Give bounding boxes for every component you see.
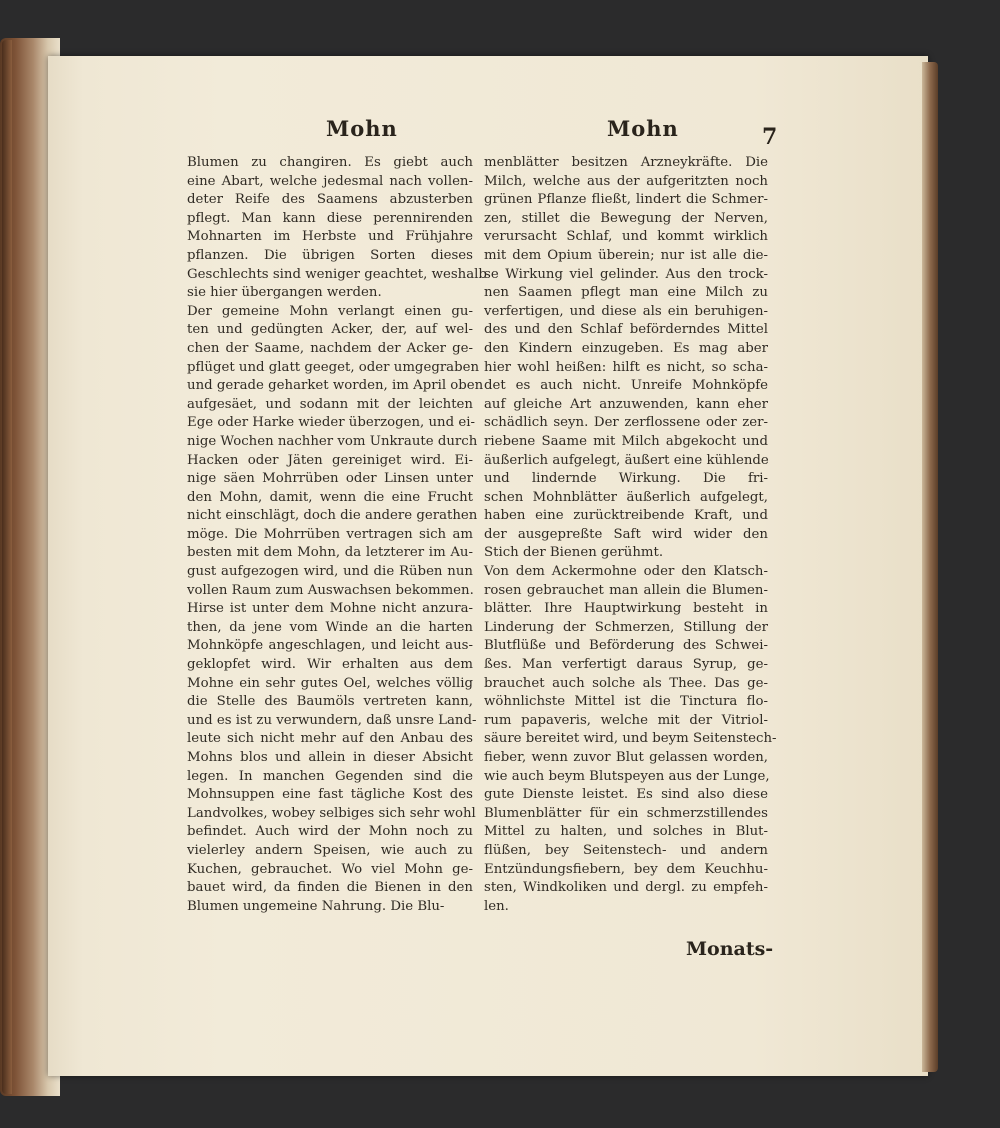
- text-line: Mittel zu halten, und solches in Blut-: [484, 824, 768, 840]
- text-line: brauchet auch solche als Thee. Das ge-: [484, 675, 768, 691]
- text-line: möge. Die Mohrrüben vertragen sich am: [187, 526, 473, 542]
- text-line: und lindernde Wirkung. Die fri-: [484, 471, 768, 487]
- text-line: Entzündungsfiebern, bey dem Keuchhu-: [484, 861, 768, 877]
- text-line: den Kindern einzugeben. Es mag aber: [484, 340, 768, 356]
- text-line: Blumenblätter für ein schmerzstillendes: [484, 805, 768, 821]
- running-head-left: Mohn: [326, 116, 398, 141]
- text-line: flüßen, bey Seitenstech- und andern: [484, 842, 768, 858]
- text-line: Mohne ein sehr gutes Oel, welches völlig: [187, 675, 473, 691]
- text-line: Hirse ist unter dem Mohne nicht anzura-: [187, 601, 473, 617]
- text-line: Blutflüße und Beförderung des Schwei-: [484, 638, 768, 654]
- text-line: hier wohl heißen: hilft es nicht, so scha-: [484, 359, 768, 375]
- text-line: leute sich nicht mehr auf den Anbau des: [187, 731, 473, 747]
- text-line: ßes. Man verfertigt daraus Syrup, ge-: [484, 657, 768, 673]
- text-line: wöhnlichste Mittel ist die Tinctura flo-: [484, 694, 768, 710]
- text-line: det es auch nicht. Unreife Mohnköpfe: [484, 378, 768, 394]
- catchword: Monats-: [686, 938, 774, 960]
- text-line: Hacken oder Jäten gereiniget wird. Ei-: [187, 452, 473, 468]
- text-line: äußerlich aufgelegt, äußert eine kühlende: [484, 452, 769, 468]
- text-line: schädlich seyn. Der zerflossene oder zer-: [484, 415, 768, 431]
- text-line: blätter. Ihre Hauptwirkung besteht in: [484, 601, 768, 617]
- text-line: den Mohn, damit, wenn die eine Frucht: [187, 489, 473, 505]
- text-line: befindet. Auch wird der Mohn noch zu: [187, 824, 473, 840]
- text-line: der ausgepreßte Saft wird wider den: [484, 526, 768, 542]
- text-line: zen, stillet die Bewegung der Nerven,: [484, 210, 768, 226]
- text-line: schen Mohnblätter äußerlich aufgelegt,: [484, 489, 768, 505]
- text-line: aufgesäet, und sodann mit der leichten: [187, 396, 473, 412]
- text-line: deter Reife des Saamens abzusterben: [187, 192, 473, 208]
- text-line: Von dem Ackermohne oder den Klatsch-: [484, 564, 768, 580]
- running-head-right: Mohn: [607, 116, 679, 141]
- text-line: rosen gebrauchet man allein die Blumen-: [484, 582, 768, 598]
- left-text-column: [187, 154, 487, 916]
- text-line: chen der Saame, nachdem der Acker ge-: [187, 340, 473, 356]
- text-line: pflüget und glatt geeget, oder umgegraben: [187, 359, 480, 375]
- text-line: rum papaveris, welche mit der Vitriol-: [484, 712, 768, 728]
- page-block-edge: [922, 62, 938, 1072]
- text-line: Landvolkes, wobey selbiges sich sehr wohl: [187, 805, 476, 821]
- binding-edge: [2, 40, 12, 1094]
- text-line: mit dem Opium überein; nur ist alle die-: [484, 247, 768, 263]
- text-line: verfertigen, und diese als ein beruhigen-: [484, 303, 768, 319]
- text-line: und gerade geharket worden, im April oben: [187, 378, 484, 394]
- text-line: legen. In manchen Gegenden sind die: [187, 768, 473, 784]
- text-line: nen Saamen pflegt man eine Milch zu: [484, 285, 768, 301]
- text-line: nicht einschlägt, doch die andere gerathen: [187, 508, 478, 524]
- text-line: säure bereitet wird, und beym Seitenstech-: [484, 731, 777, 747]
- text-line: se Wirkung viel gelinder. Aus den trock-: [484, 266, 768, 282]
- text-line: fieber, wenn zuvor Blut gelassen worden,: [484, 750, 768, 765]
- text-line: und es ist zu verwundern, daß unsre Land-: [187, 712, 477, 728]
- text-line: then, da jene vom Winde an die harten: [187, 619, 473, 635]
- text-line: Blumen zu changiren. Es giebt auch: [187, 155, 473, 170]
- text-line: Stich der Bienen gerühmt.: [484, 545, 664, 561]
- text-line: ten und gedüngten Acker, der, auf wel-: [187, 322, 473, 338]
- text-line: Linderung der Schmerzen, Stillung der: [484, 619, 768, 635]
- text-line: nige säen Mohrrüben oder Linsen unter: [187, 471, 473, 487]
- page-number: 7: [762, 124, 779, 150]
- text-line: pflegt. Man kann diese perennirenden: [187, 210, 473, 226]
- text-line: Mohnköpfe angeschlagen, und leicht aus-: [187, 638, 473, 654]
- text-line: menblätter besitzen Arzneykräfte. Die: [484, 155, 768, 170]
- text-line: Mohns blos und allein in dieser Absicht: [187, 750, 473, 765]
- text-line: sten, Windkoliken und dergl. zu empfeh-: [484, 880, 768, 896]
- text-line: vollen Raum zum Auswachsen bekommen.: [187, 582, 474, 598]
- text-line: sie hier übergangen werden.: [187, 285, 382, 301]
- text-line: die Stelle des Baumöls vertreten kann,: [187, 694, 473, 710]
- text-line: vielerley andern Speisen, wie auch zu: [187, 842, 473, 858]
- right-text-column: [484, 154, 777, 916]
- text-line: gust aufgezogen wird, und die Rüben nun: [187, 564, 473, 580]
- text-line: Ege oder Harke wieder überzogen, und ei-: [187, 415, 475, 431]
- text-line: bauet wird, da finden die Bienen in den: [187, 880, 473, 896]
- text-line: Kuchen, gebrauchet. Wo viel Mohn ge-: [187, 861, 473, 877]
- text-line: eine Abart, welche jedesmal nach vollen-: [187, 173, 473, 189]
- text-line: geklopfet wird. Wir erhalten aus dem: [187, 657, 473, 673]
- text-line: wie auch beym Blutspeyen aus der Lunge,: [484, 768, 770, 784]
- text-line: des und den Schlaf beförderndes Mittel: [484, 322, 768, 338]
- text-line: pflanzen. Die übrigen Sorten dieses: [187, 247, 473, 263]
- text-line: Geschlechts sind weniger geachtet, weshalb: [187, 266, 487, 282]
- text-line: haben eine zurücktreibende Kraft, und: [484, 508, 768, 524]
- text-line: Mohnarten im Herbste und Frühjahre: [187, 229, 473, 245]
- text-line: Der gemeine Mohn verlangt einen gu-: [187, 303, 473, 319]
- text-line: nige Wochen nachher vom Unkraute durch: [187, 433, 478, 449]
- text-line: Milch, welche aus der aufgeritzten noch: [484, 173, 768, 189]
- text-line: grünen Pflanze fließt, lindert die Schmer-: [484, 192, 768, 208]
- text-line: besten mit dem Mohn, da letzterer im Au-: [187, 545, 473, 561]
- text-line: gute Dienste leistet. Es sind also diese: [484, 787, 768, 803]
- text-line: len.: [484, 898, 509, 914]
- text-line: auf gleiche Art anzuwenden, kann eher: [484, 396, 768, 412]
- text-line: Mohnsuppen eine fast tägliche Kost des: [187, 787, 473, 803]
- text-line: verursacht Schlaf, und kommt wirklich: [484, 229, 768, 245]
- text-line: Blumen ungemeine Nahrung. Die Blu-: [187, 898, 445, 914]
- text-line: riebene Saame mit Milch abgekocht und: [484, 433, 768, 449]
